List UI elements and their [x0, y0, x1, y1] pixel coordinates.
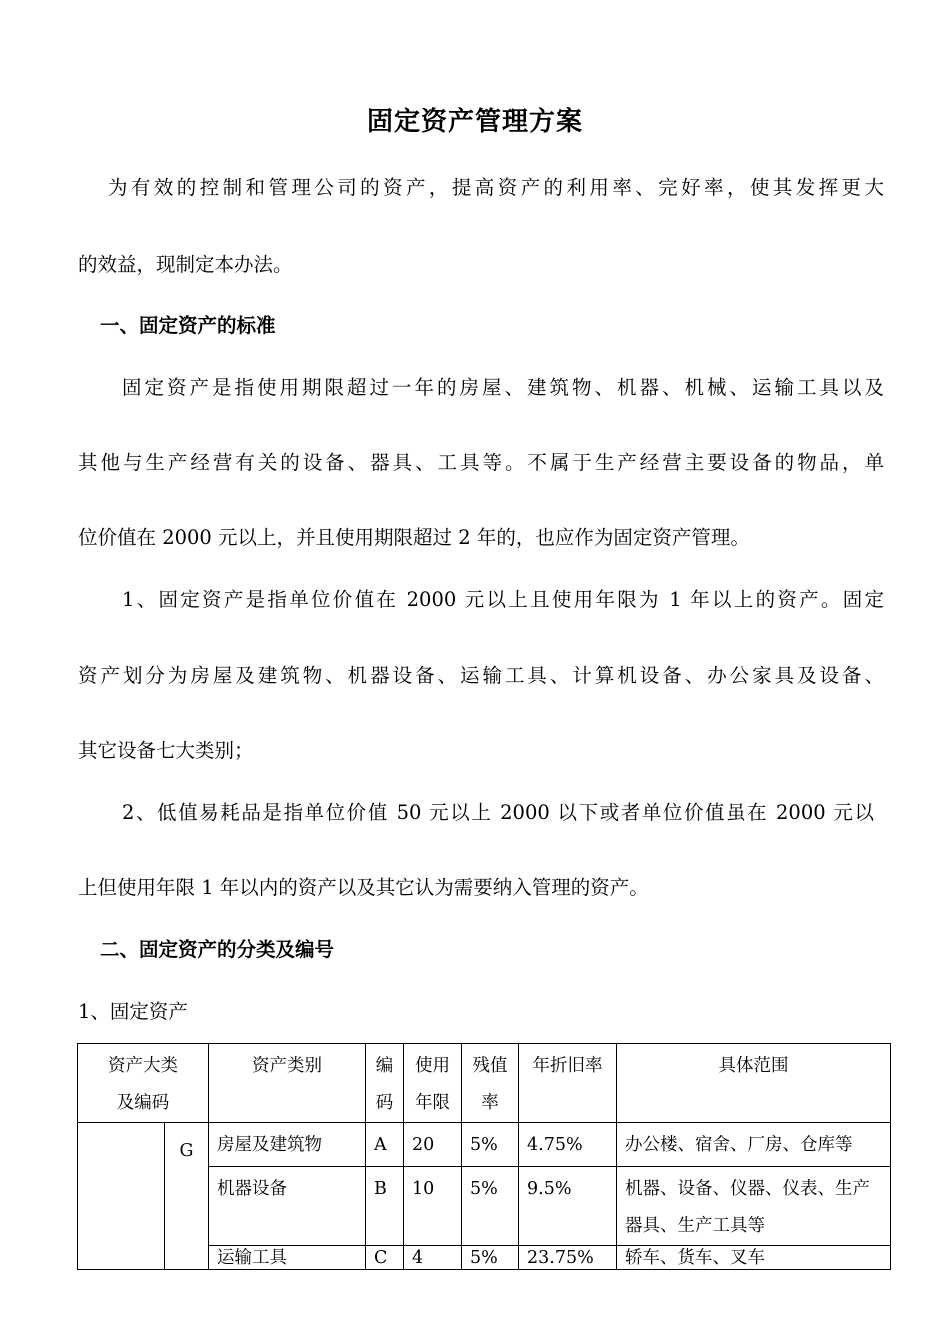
header-code-line-2: 码: [375, 1093, 394, 1113]
row-type: 机器设备: [209, 1167, 366, 1246]
header-category-line-2: 及编码: [116, 1093, 170, 1113]
item1-line-1: 1、固定资产是指单位价值在 2000 元以上且使用年限为 1 年以上的资产。固定: [122, 588, 884, 611]
group-code-cell: G: [165, 1123, 209, 1270]
row-residual: 5%: [462, 1123, 519, 1167]
header-residual-line-1: 残值: [472, 1056, 508, 1076]
row-scope: 办公楼、宿舍、厂房、仓库等: [617, 1123, 891, 1167]
header-scope: 具体范围: [617, 1044, 891, 1123]
document-title: 固定资产管理方案: [366, 107, 583, 137]
item2-line-2: 上但使用年限 1 年以内的资产以及其它认为需要纳入管理的资产。: [78, 876, 649, 899]
table-header-row: [78, 1044, 891, 1123]
header-type: 资产类别: [209, 1044, 366, 1123]
row-code: A: [366, 1123, 404, 1167]
row-rate: 23.75%: [519, 1246, 617, 1270]
row-life: 10: [404, 1167, 462, 1246]
row-rate: 4.75%: [519, 1123, 617, 1167]
row-scope: 轿车、货车、叉车: [617, 1246, 891, 1270]
row-residual: 5%: [462, 1167, 519, 1246]
row-life: 20: [404, 1123, 462, 1167]
header-residual: [462, 1044, 519, 1123]
row-code: B: [366, 1167, 404, 1246]
section1-para-line-1: 固定资产是指使用期限超过一年的房屋、建筑物、机器、机械、运输工具以及: [122, 376, 884, 399]
fixed-asset-table: [77, 1043, 891, 1270]
category-blank-cell: [78, 1123, 165, 1270]
row-scope: 机器、设备、仪器、仪表、生产器具、生产工具等: [617, 1167, 891, 1246]
header-residual-line-2: 率: [481, 1093, 499, 1113]
header-code: [366, 1044, 404, 1123]
header-category: [78, 1044, 209, 1123]
header-category-line-1: 资产大类: [108, 1056, 178, 1076]
row-type: 房屋及建筑物: [209, 1123, 366, 1167]
header-life-line-2: 年限: [415, 1093, 450, 1113]
header-life: [404, 1044, 462, 1123]
header-code-line-1: 编: [375, 1056, 394, 1076]
row-life: 4: [404, 1246, 462, 1270]
item1-line-3: 其它设备七大类别；: [78, 739, 254, 762]
row-residual: 5%: [462, 1246, 519, 1270]
item2-line-1: 2、低值易耗品是指单位价值 50 元以上 2000 以下或者单位价值虽在 2000 元以: [122, 801, 874, 824]
table-row: [78, 1123, 891, 1167]
row-code: C: [366, 1246, 404, 1270]
section1-para-line-3: 位价值在 2000 元以上，并且使用期限超过 2 年的，也应作为固定资产管理。: [78, 526, 750, 549]
row-type: 运输工具: [209, 1246, 366, 1270]
header-rate: 年折旧率: [519, 1044, 617, 1123]
header-life-line-1: 使用: [415, 1056, 450, 1076]
section1-heading: 一、固定资产的标准: [100, 314, 276, 337]
section2-heading: 二、固定资产的分类及编号: [100, 938, 335, 961]
section1-para-line-2: 其他与生产经营有关的设备、器具、工具等。不属于生产经营主要设备的物品，单: [78, 451, 884, 474]
row-rate: 9.5%: [519, 1167, 617, 1246]
item1-line-2: 资产划分为房屋及建筑物、机器设备、运输工具、计算机设备、办公家具及设备、: [78, 664, 884, 687]
intro-line-1: 为有效的控制和管理公司的资产，提高资产的利用率、完好率，使其发挥更大: [108, 176, 884, 199]
intro-line-2: 的效益，现制定本办法。: [78, 253, 293, 276]
section2-sub1: 1、固定资产: [78, 1000, 188, 1023]
